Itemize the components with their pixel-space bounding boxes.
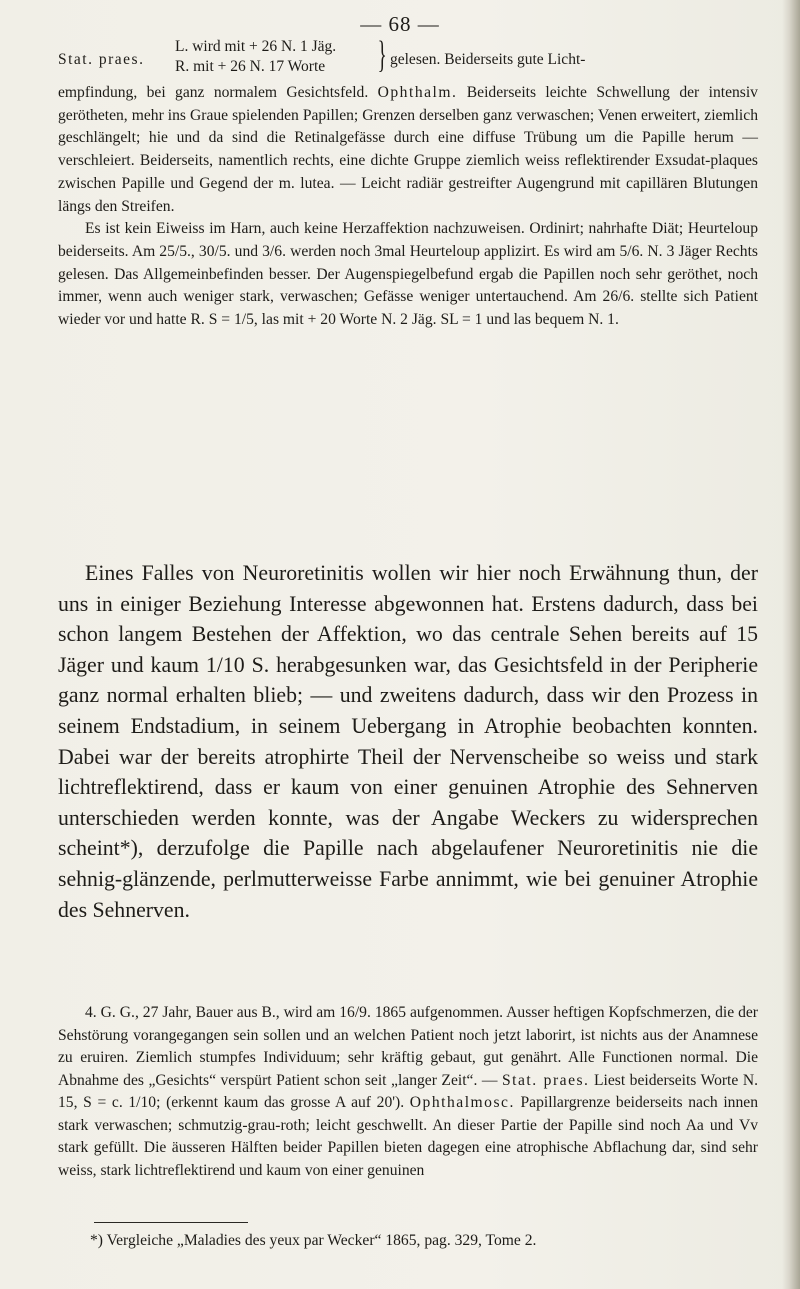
case-text-a: 4. G. G., 27 Jahr, Bauer aus B., wird am 16/9. 1865 aufgenommen. Ausser heftigen Kopfschmerzen, die der Sehstörung vorangegangen sein sollen und an welchen Patient noch jetzt laborirt, ist nichts aus der Anamnese zu eruiren. Ziemlich stumpfes Individuum; sehr kräftig gebaut, gut genährt. Alle Functionen normal. Die Abnahme des „Gesichts“ verspürt Patient schon seit „langer Zeit“. — bbox=[58, 1004, 758, 1089]
stat-praes-inline: Stat. praes. bbox=[501, 1071, 590, 1089]
page-number: — 68 — bbox=[360, 12, 440, 36]
stat-praes-label: Stat. praes. bbox=[58, 51, 145, 68]
case-4 bbox=[58, 1002, 758, 1182]
paragraph-findings bbox=[58, 82, 758, 218]
curly-brace: } bbox=[377, 34, 387, 76]
neuroretinitis-paragraph: Eines Falles von Neuroretinitis wollen wir hier noch Erwähnung thun, der uns in einiger Beziehung Interesse abgewonnen hat. Erstens dadurch, dass bei schon langem Bestehen der Affektion, wo das centrale Sehen bereits auf 15 Jäger und kaum 1/10 S. herabgesunken war, das Gesichtsfeld in der Peripherie ganz normal erhalten blieb; — und zweitens dadurch, dass wir den Prozess in seinem Endstadium, in seinem Uebergang in Atrophie beobachten konnten. Dabei war der bereits atrophirte Theil der Nervenscheibe so weiss und stark lichtreflektirend, dass er kaum von einer genuinen Atrophie des Sehnerven unterschieden werden konnte, was der Angabe Weckers zu widersprechen scheint*), derzufolge die Papille nach abgelaufener Neuroretinitis nie die sehnig-glänzende, perlmutterweisse Farbe annimmt, wie bei genuiner Atrophie des Sehnerven. bbox=[58, 561, 758, 922]
footnote: *) Vergleiche „Maladies des yeux par Wecker“ 1865, pag. 329, Tome 2. bbox=[90, 1232, 537, 1249]
ophthalmosc-label: Ophthalmosc. bbox=[409, 1094, 515, 1111]
header-continuation: gelesen. Beiderseits gute Licht- bbox=[390, 51, 586, 68]
header-line-left: L. wird mit + 26 N. 1 Jäg. bbox=[175, 38, 337, 55]
page-edge-shadow bbox=[782, 0, 800, 1289]
findings-text-a: empfindung, bei ganz normalem Gesichtsfeld. bbox=[58, 84, 378, 101]
large-paragraph bbox=[58, 558, 758, 925]
findings-text-b: Beiderseits leichte Schwellung der intensiv gerötheten, mehr ins Graue spielenden Papillen; Grenzen derselben ganz verwaschen; Venen erweitert, ziemlich geschlängelt; hie und da sind die Retinalgefässe durch eine diffuse Trübung um die Papille herum — verschleiert. Beiderseits, namentlich rechts, eine dichte Gruppe ziemlich weiss reflektirender Exsudat-plaques zwischen Papille und Gegend der m. lutea. — Leicht radiär gestreifter Augengrund mit capillären Blutungen längs den Streifen. bbox=[58, 84, 758, 215]
paragraph-treatment: Es ist kein Eiweiss im Harn, auch keine Herzaffektion nachzuweisen. Ordinirt; nahrhafte Diät; Heurteloup beiderseits. Am 25/5., 30/5. und 3/6. werden noch 3mal Heurteloup applizirt. Es wird am 5/6. N. 3 Jäger Rechts gelesen. Das Allgemeinbefinden besser. Der Augenspiegelbefund ergab die Papillen noch sehr geröthet, noch immer, wenn auch weniger stark, verwaschen; Gefässe weniger untertauchend. Am 26/6. stellte sich Patient wieder vor und hatte R. S = 1/5, las mit + 20 Worte N. 2 Jäg. SL = 1 und las bequem N. 1. bbox=[58, 220, 758, 329]
case-report-text bbox=[58, 82, 758, 332]
footnote-rule bbox=[94, 1222, 248, 1223]
case-4-text bbox=[58, 1002, 758, 1182]
header-line-right: R. mit + 26 N. 17 Worte bbox=[175, 58, 326, 75]
case-text-c: Papillargrenze beiderseits nach innen stark verwaschen; schmutzig-grau-roth; leicht geschwellt. An dieser Partie der Papille sind noch Aa und Vv stark gefüllt. Die äusseren Hälften beider Papillen bieten dagegen eine atrophische Abflachung dar, sind sehr weiss, stark lichtreflektirend und kaum von einer genuinen bbox=[58, 1094, 758, 1179]
ophthalm-label: Ophthalm. bbox=[377, 84, 458, 101]
status-header bbox=[58, 34, 758, 86]
case-text-b: Liest beiderseits Worte N. 15, S = c. 1/10; (erkennt kaum das grosse A auf 20'). bbox=[58, 1071, 758, 1111]
